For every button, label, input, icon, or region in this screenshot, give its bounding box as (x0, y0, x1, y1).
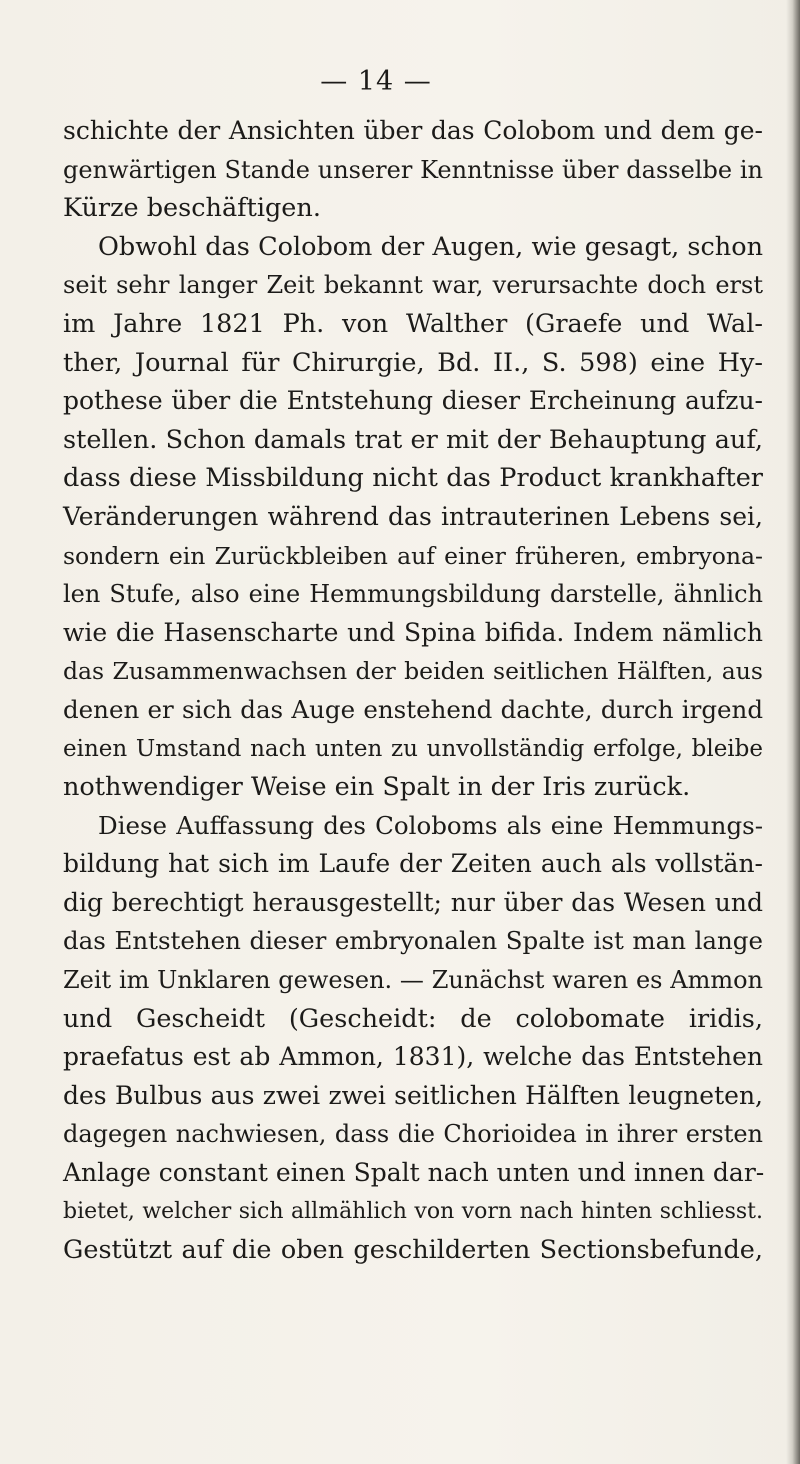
text-line: bietet, welcher sich allmählich von vorn nach hinten schliesst. (63, 1198, 763, 1224)
text-line: Zeit im Unklaren gewesen. — Zunächst waren es Ammon (63, 966, 763, 995)
body-text (63, 112, 763, 1270)
text-line: len Stufe, also eine Hemmungsbildung darstelle, ähnlich (63, 580, 763, 609)
text-line: denen er sich das Auge enstehend dachte, durch irgend (63, 694, 763, 724)
text-line: schichte der Ansichten über das Colobom und dem ge- (63, 116, 763, 145)
text-line: Anlage constant einen Spalt nach unten und innen dar- (63, 1158, 765, 1188)
text-line: praefatus est ab Ammon, 1831), welche das Entstehen (63, 1042, 763, 1072)
text-line: das Entstehen dieser embryonalen Spalte ist man lange (63, 926, 763, 956)
text-line: dig berechtigt herausgestellt; nur über das Wesen und (63, 887, 763, 917)
text-line: sondern ein Zurückbleiben auf einer früheren, embryona- (63, 541, 763, 570)
page-number: — 14 — (320, 66, 432, 97)
text-line: wie die Hasenscharte und Spina bifida. Indem nämlich (63, 617, 763, 647)
text-line: stellen. Schon damals trat er mit der Behauptung auf, (63, 424, 763, 455)
text-line: einen Umstand nach unten zu unvollständig erfolge, bleibe (63, 735, 763, 762)
text-line: Veränderungen während das intrauterinen Lebens sei, (63, 501, 763, 531)
text-line: Gestützt auf die oben geschilderten Sectionsbefunde, (63, 1235, 763, 1266)
text-line: ther, Journal für Chirurgie, Bd. II., S. 598) eine Hy- (63, 347, 763, 378)
text-line: und Gescheidt (Gescheidt: de colobomate iridis, (63, 1003, 763, 1034)
paragraph-start-line: Diese Auffassung des Coloboms als eine Hemmungs- (98, 810, 763, 840)
text-line: genwärtigen Stande unserer Kenntnisse über dasselbe in (63, 155, 763, 184)
text-line: Kürze beschäftigen. (63, 193, 321, 224)
text-line: seit sehr langer Zeit bekannt war, verursachte doch erst (63, 271, 763, 300)
text-line: im Jahre 1821 Ph. von Walther (Graefe und Wal- (63, 308, 763, 339)
text-line: nothwendiger Weise ein Spalt in der Iris zurück. (63, 772, 691, 803)
text-line: bildung hat sich im Laufe der Zeiten auch als vollstän- (63, 849, 763, 879)
text-line: dagegen nachwiesen, dass die Chorioidea in ihrer ersten (63, 1120, 763, 1149)
paragraph-start-line: Obwohl das Colobom der Augen, wie gesagt, schon (98, 231, 763, 262)
text-line: das Zusammenwachsen der beiden seitlichen Hälften, aus (63, 657, 763, 686)
text-line: dass diese Missbildung nicht das Product krankhafter (63, 463, 763, 494)
text-line: pothese über die Entstehung dieser Ercheinung aufzu- (63, 386, 763, 416)
page-edge-shadow (786, 0, 800, 1464)
text-line: des Bulbus aus zwei zwei seitlichen Hälften leugneten, (63, 1080, 763, 1110)
